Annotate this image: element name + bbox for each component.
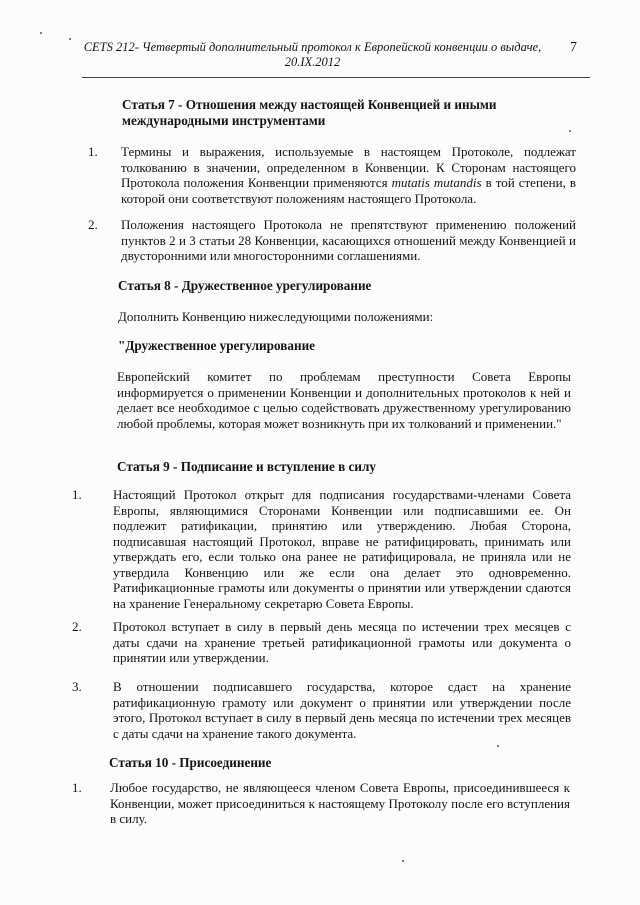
- article-9-title: Статья 9 - Подписание и вступление в силу: [117, 459, 376, 474]
- article-8-quote-title: "Дружественное урегулирование: [118, 338, 316, 353]
- scan-speck: [402, 860, 404, 862]
- article-10-item-1-number: 1.: [72, 780, 82, 795]
- header-line-1: CETS 212- Четвертый дополнительный протокол к Европейской конвенции о выдаче,: [83, 40, 542, 54]
- article-10-paragraph-1: Любое государство, не являющееся членом Совета Европы, присоединившееся к Конвенции, может присоединиться к настоящему Протоколу после его вступления в силу.: [110, 780, 570, 826]
- article-7-paragraph-1-text-end: в той степени, в которой они соответствуют положениям настоящего Протокола.: [121, 175, 577, 206]
- article-9-item-2-number: 2.: [72, 619, 82, 634]
- running-header: [70, 40, 555, 70]
- article-8-quote-text: Европейский комитет по проблемам преступности Совета Европы информируется о применении Конвенции и дополнительных протоколов к ней и делает все необходимое с целью содействовать дружественному урегулированию любой проблемы, которая может возникнуть при их толкований и применении.": [117, 369, 571, 431]
- header-rule: [82, 77, 590, 78]
- article-9-paragraph-3: В отношении подписавшего государства, которое сдаст на хранение ратификационную грамоту или документ о принятии или утверждении после этого, Протокол вступает в силу в первый день месяца по истечении трех месяцев с даты сдачи на хранение такого документа.: [113, 679, 571, 741]
- header-line-2: 20.IX.2012: [284, 55, 341, 69]
- article-7-paragraph-2: Положения настоящего Протокола не препятствуют применению положений пунктов 2 и 3 статьи 28 Конвенции, касающихся отношений между Конвенцией и двусторонними или многосторонними соглашениями.: [121, 217, 576, 263]
- article-10-title: Статья 10 - Присоединение: [109, 755, 272, 770]
- article-7-item-2-number: 2.: [88, 217, 98, 232]
- article-9-item-1-number: 1.: [72, 487, 82, 502]
- article-9-item-3-number: 3.: [72, 679, 82, 694]
- article-9-paragraph-2: Протокол вступает в силу в первый день месяца по истечении трех месяцев с даты сдачи на хранение третьей ратификационной грамоты или документа о принятии или утверждении.: [113, 619, 571, 665]
- scan-speck: [497, 745, 499, 747]
- latin-term: mutatis mutandis: [391, 175, 482, 190]
- scan-speck: [569, 130, 571, 132]
- article-9-paragraph-1: Настоящий Протокол открыт для подписания государствами-членами Совета Европы, являющимися Сторонами Конвенции или подписавшими ее. Он подлежит ратификации, принятию или утверждению. Любая Сторона, подписавшая настоящий Протокол, вправе не ратифицировать, принимать или утверждать его, если только она ранее не ратифицировала, не приняла или не утвердила Конвенцию или же если она делает это одновременно. Ратификационные грамоты или документы о принятии или утверждении сдаются на хранение Генеральному секретарю Совета Европы.: [113, 487, 571, 611]
- page-number: 7: [570, 40, 577, 55]
- article-7-title: Статья 7 - Отношения между настоящей Конвенцией и иными международными инструментами: [122, 97, 497, 128]
- article-7-item-1-number: 1.: [88, 144, 98, 159]
- scan-speck: [40, 32, 42, 34]
- article-7-paragraph-1-text: Термины и выражения, используемые в настоящем Протоколе, подлежат толкованию в значении, определенном в Конвенции. К Сторонам настоящего Протокола положения Конвенции применяются: [121, 144, 576, 190]
- article-8-intro: Дополнить Конвенцию нижеследующими положениями:: [118, 309, 434, 324]
- article-7-paragraph-1: [121, 144, 576, 206]
- article-8-title: Статья 8 - Дружественное урегулирование: [118, 278, 372, 293]
